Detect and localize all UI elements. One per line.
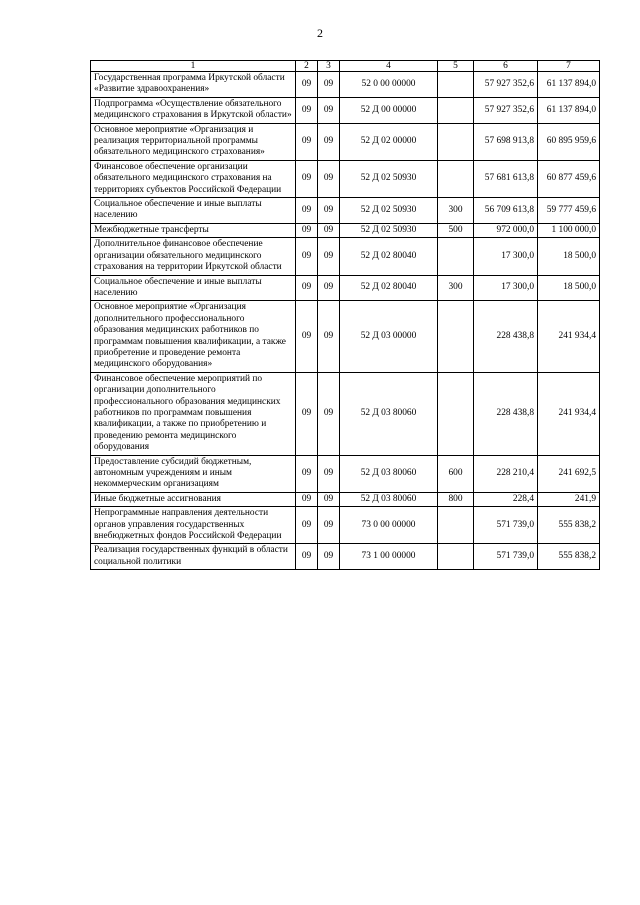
table-row (91, 198, 600, 224)
target-article-cell: 52 Д 02 50930 (340, 160, 438, 197)
amount-year2-cell: 60 895 959,6 (538, 123, 600, 160)
subsection-code-cell: 09 (318, 223, 340, 237)
expense-type-cell: 300 (438, 198, 474, 224)
subsection-code-cell: 09 (318, 238, 340, 275)
amount-year2-cell: 241 692,5 (538, 455, 600, 492)
expense-type-cell (438, 160, 474, 197)
header-cell: 6 (474, 61, 538, 72)
amount-year2-cell: 1 100 000,0 (538, 223, 600, 237)
table-row (91, 455, 600, 492)
amount-year1-cell: 228 438,8 (474, 372, 538, 455)
section-code-cell: 09 (296, 492, 318, 506)
row-name-cell: Иные бюджетные ассигнования (91, 492, 296, 506)
expense-type-cell (438, 238, 474, 275)
table-row (91, 72, 600, 98)
subsection-code-cell: 09 (318, 507, 340, 544)
amount-year1-cell: 57 927 352,6 (474, 97, 538, 123)
table-row (91, 123, 600, 160)
amount-year2-cell: 60 877 459,6 (538, 160, 600, 197)
amount-year2-cell: 241 934,4 (538, 301, 600, 372)
table-row (91, 492, 600, 506)
table-row (91, 275, 600, 301)
table-row (91, 372, 600, 455)
table-row (91, 301, 600, 372)
row-name-cell: Подпрограмма «Осуществление обязательного медицинского страхования в Иркутской области» (91, 97, 296, 123)
target-article-cell: 52 Д 02 50930 (340, 223, 438, 237)
amount-year2-cell: 18 500,0 (538, 275, 600, 301)
table-row (91, 238, 600, 275)
expense-type-cell: 300 (438, 275, 474, 301)
row-name-cell: Социальное обеспечение и иные выплаты населению (91, 275, 296, 301)
amount-year2-cell: 18 500,0 (538, 238, 600, 275)
section-code-cell: 09 (296, 223, 318, 237)
row-name-cell: Дополнительное финансовое обеспечение организации обязательного медицинского страхования на территории Иркутской области (91, 238, 296, 275)
subsection-code-cell: 09 (318, 123, 340, 160)
target-article-cell: 52 Д 00 00000 (340, 97, 438, 123)
expense-type-cell: 600 (438, 455, 474, 492)
target-article-cell: 73 1 00 00000 (340, 544, 438, 570)
table-row (91, 223, 600, 237)
amount-year1-cell: 56 709 613,8 (474, 198, 538, 224)
subsection-code-cell: 09 (318, 544, 340, 570)
section-code-cell: 09 (296, 455, 318, 492)
target-article-cell: 52 Д 03 00000 (340, 301, 438, 372)
row-name-cell: Предоставление субсидий бюджетным, автономным учреждениям и иным некоммерческим организациям (91, 455, 296, 492)
subsection-code-cell: 09 (318, 372, 340, 455)
table-row (91, 544, 600, 570)
amount-year1-cell: 17 300,0 (474, 275, 538, 301)
section-code-cell: 09 (296, 275, 318, 301)
row-name-cell: Непрограммные направления деятельности органов управления государственных внебюджетных фондов Российской Федерации (91, 507, 296, 544)
target-article-cell: 52 Д 02 80040 (340, 238, 438, 275)
subsection-code-cell: 09 (318, 275, 340, 301)
table-row (91, 507, 600, 544)
amount-year1-cell: 57 927 352,6 (474, 72, 538, 98)
target-article-cell: 52 0 00 00000 (340, 72, 438, 98)
amount-year1-cell: 228,4 (474, 492, 538, 506)
expense-type-cell (438, 72, 474, 98)
subsection-code-cell: 09 (318, 160, 340, 197)
target-article-cell: 52 Д 02 00000 (340, 123, 438, 160)
section-code-cell: 09 (296, 544, 318, 570)
amount-year2-cell: 241,9 (538, 492, 600, 506)
header-cell: 2 (296, 61, 318, 72)
header-cell: 3 (318, 61, 340, 72)
section-code-cell: 09 (296, 372, 318, 455)
expense-type-cell: 800 (438, 492, 474, 506)
subsection-code-cell: 09 (318, 97, 340, 123)
section-code-cell: 09 (296, 198, 318, 224)
header-cell: 5 (438, 61, 474, 72)
header-cell: 7 (538, 61, 600, 72)
target-article-cell: 73 0 00 00000 (340, 507, 438, 544)
amount-year2-cell: 555 838,2 (538, 507, 600, 544)
section-code-cell: 09 (296, 238, 318, 275)
expense-type-cell: 500 (438, 223, 474, 237)
amount-year1-cell: 17 300,0 (474, 238, 538, 275)
row-name-cell: Финансовое обеспечение мероприятий по организации дополнительного профессионального образования медицинских работников по программам повышения квалификации, а также по приобретению и проведению ремонта медицинского оборудования (91, 372, 296, 455)
amount-year1-cell: 972 000,0 (474, 223, 538, 237)
subsection-code-cell: 09 (318, 455, 340, 492)
amount-year2-cell: 61 137 894,0 (538, 72, 600, 98)
row-name-cell: Реализация государственных функций в области социальной политики (91, 544, 296, 570)
section-code-cell: 09 (296, 123, 318, 160)
section-code-cell: 09 (296, 97, 318, 123)
expense-type-cell (438, 507, 474, 544)
budget-table (90, 60, 600, 570)
row-name-cell: Основное мероприятие «Организация и реализация территориальной программы обязательного медицинского страхования» (91, 123, 296, 160)
amount-year2-cell: 59 777 459,6 (538, 198, 600, 224)
amount-year1-cell: 57 681 613,8 (474, 160, 538, 197)
amount-year1-cell: 571 739,0 (474, 507, 538, 544)
target-article-cell: 52 Д 03 80060 (340, 372, 438, 455)
section-code-cell: 09 (296, 301, 318, 372)
row-name-cell: Межбюджетные трансферты (91, 223, 296, 237)
target-article-cell: 52 Д 02 50930 (340, 198, 438, 224)
section-code-cell: 09 (296, 507, 318, 544)
table-row (91, 160, 600, 197)
row-name-cell: Государственная программа Иркутской области «Развитие здравоохранения» (91, 72, 296, 98)
expense-type-cell (438, 97, 474, 123)
amount-year2-cell: 555 838,2 (538, 544, 600, 570)
amount-year1-cell: 228 210,4 (474, 455, 538, 492)
amount-year1-cell: 228 438,8 (474, 301, 538, 372)
row-name-cell: Социальное обеспечение и иные выплаты населению (91, 198, 296, 224)
section-code-cell: 09 (296, 72, 318, 98)
row-name-cell: Финансовое обеспечение организации обязательного медицинского страхования на территориях субъектов Российской Федерации (91, 160, 296, 197)
page-number: 2 (317, 26, 323, 40)
table-header-row (91, 61, 600, 72)
expense-type-cell (438, 544, 474, 570)
target-article-cell: 52 Д 03 80060 (340, 455, 438, 492)
amount-year2-cell: 61 137 894,0 (538, 97, 600, 123)
subsection-code-cell: 09 (318, 492, 340, 506)
header-cell: 4 (340, 61, 438, 72)
amount-year1-cell: 571 739,0 (474, 544, 538, 570)
subsection-code-cell: 09 (318, 72, 340, 98)
amount-year1-cell: 57 698 913,8 (474, 123, 538, 160)
expense-type-cell (438, 372, 474, 455)
amount-year2-cell: 241 934,4 (538, 372, 600, 455)
row-name-cell: Основное мероприятие «Организация дополнительного профессионального образования медицинских работников по программам повышения квалификации, а также приобретение и проведение ремонта медицинского оборудования» (91, 301, 296, 372)
subsection-code-cell: 09 (318, 301, 340, 372)
header-cell: 1 (91, 61, 296, 72)
target-article-cell: 52 Д 03 80060 (340, 492, 438, 506)
expense-type-cell (438, 123, 474, 160)
target-article-cell: 52 Д 02 80040 (340, 275, 438, 301)
table-row (91, 97, 600, 123)
section-code-cell: 09 (296, 160, 318, 197)
subsection-code-cell: 09 (318, 198, 340, 224)
expense-type-cell (438, 301, 474, 372)
